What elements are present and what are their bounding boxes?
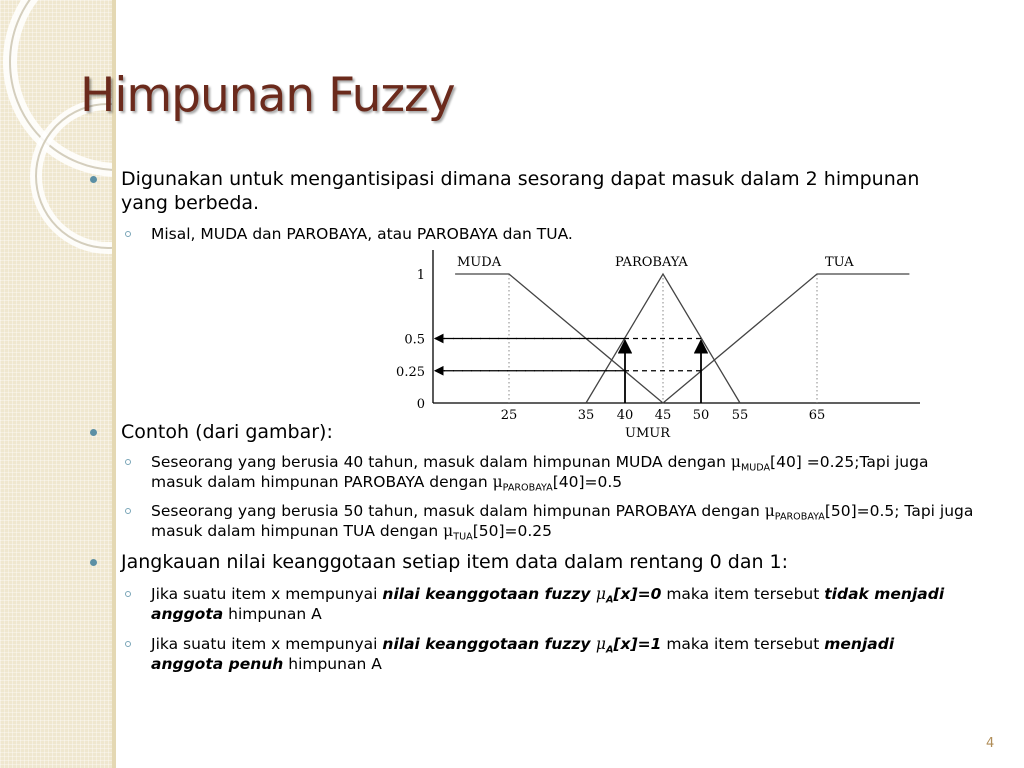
mu-symbol: μ: [492, 473, 503, 491]
bullet-1-text: Digunakan untuk mengantisipasi dimana sesorang dapat masuk dalam 2 himpunan yang berbeda.: [121, 168, 920, 214]
bullet-2-text: Contoh (dari gambar):: [121, 421, 333, 443]
x-tick-label: 45: [654, 408, 672, 423]
y-tick-label: 0.5: [404, 332, 425, 348]
y-tick-labels: [396, 268, 425, 412]
sub-bullet-marker: [125, 591, 131, 597]
label-parobaya: PAROBAYA: [615, 255, 688, 270]
x-tick-label: 25: [500, 408, 518, 423]
x-tick-label: 55: [731, 408, 749, 423]
x-tick-label: 35: [577, 408, 595, 423]
bullet-2-sub-1: Seseorang yang berusia 40 tahun, masuk dalam himpunan MUDA dengan $\mu_{MUDA}[40]$ =0.25;Tapi juga masuk dalam himpunan PAROBAYA dengan $\mu_{PAROBAYA}[40]=0.5$: [151, 453, 929, 494]
bullet-3-sub-2: Jika suatu item x mempunyai nilai keanggotaan fuzzy $\mu_A[x]=1$ maka item tersebut menjadi anggota penuh himpunan A: [151, 635, 895, 673]
label-muda: MUDA: [457, 255, 502, 270]
bullet-marker: [90, 176, 97, 183]
membership-chart: [384, 244, 924, 444]
mu-symbol: μ: [595, 635, 606, 653]
mu-symbol: μ: [595, 585, 606, 603]
mu-symbol: μ: [764, 502, 775, 520]
x-tick-label: 65: [808, 408, 826, 423]
mu-symbol: μ: [443, 522, 454, 540]
label-tua: TUA: [825, 255, 854, 270]
y-tick-label: 0.25: [396, 364, 425, 380]
sub-bullet-marker: [125, 231, 131, 237]
bullet-1-sub-1: Misal, MUDA dan PAROBAYA, atau PAROBAYA dan TUA.: [151, 225, 573, 243]
y-tick-label: 0: [416, 397, 425, 412]
slide-title: Himpunan Fuzzy: [80, 68, 455, 123]
bullet-marker: [90, 559, 97, 566]
page-number: 4: [986, 736, 995, 751]
bullet-2-sub-2: Seseorang yang berusia 50 tahun, masuk dalam himpunan PAROBAYA dengan $\mu_{PAROBAYA}[50]=0.5$; Tapi juga masuk dalam himpunan TUA dengan $\mu_{TUA}[50]=0.25$: [151, 502, 974, 543]
x-tick-labels: [501, 408, 826, 423]
sub-bullet-marker: [125, 508, 131, 514]
bullet-3-text: Jangkauan nilai keanggotaan setiap item data dalam rentang 0 dan 1:: [121, 551, 789, 573]
mu-symbol: μ: [730, 453, 741, 471]
x-axis-label: UMUR: [625, 426, 671, 441]
value-markers: [435, 339, 701, 404]
x-tick-label: 40: [616, 408, 634, 423]
bullet-3-sub-1: Jika suatu item x mempunyai nilai keanggotaan fuzzy $\mu_A[x]=0$ maka item tersebut tidak menjadi anggota himpunan A: [151, 585, 945, 623]
sub-bullet-marker: [125, 459, 131, 465]
x-tick-label: 50: [692, 408, 710, 423]
y-tick-label: 1: [416, 268, 425, 283]
bullet-marker: [90, 429, 97, 436]
sub-bullet-marker: [125, 641, 131, 647]
